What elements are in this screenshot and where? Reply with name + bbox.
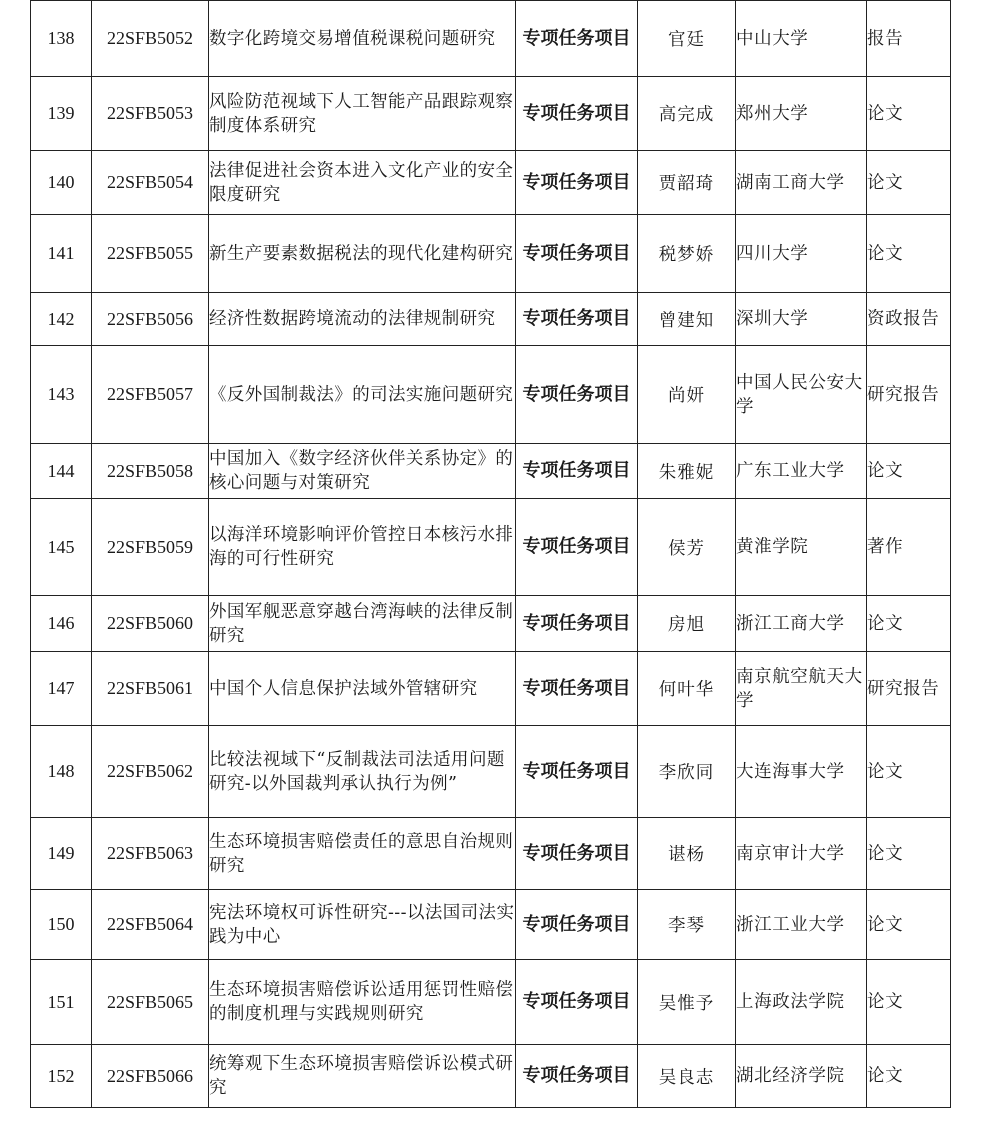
project-id: 22SFB5065 [92, 960, 209, 1045]
project-title: 比较法视域下“反制裁法司法适用问题研究-以外国裁判承认执行为例” [209, 726, 516, 818]
project-type: 专项任务项目 [516, 293, 638, 346]
table-row [31, 890, 951, 960]
table-row [31, 1045, 951, 1108]
table-row [31, 77, 951, 151]
project-id: 22SFB5061 [92, 652, 209, 726]
project-leader: 房旭 [638, 596, 736, 652]
output-type: 论文 [867, 890, 951, 960]
project-leader: 李欣同 [638, 726, 736, 818]
output-type: 论文 [867, 215, 951, 293]
row-number: 144 [31, 444, 92, 499]
table-row [31, 652, 951, 726]
output-type: 论文 [867, 726, 951, 818]
project-leader: 侯芳 [638, 499, 736, 596]
institution: 广东工业大学 [736, 444, 867, 499]
project-title: 新生产要素数据税法的现代化建构研究 [209, 215, 516, 293]
output-type: 资政报告 [867, 293, 951, 346]
project-type: 专项任务项目 [516, 77, 638, 151]
project-title: 数字化跨境交易增值税课税问题研究 [209, 1, 516, 77]
project-title: 生态环境损害赔偿诉讼适用惩罚性赔偿的制度机理与实践规则研究 [209, 960, 516, 1045]
project-leader: 吴良志 [638, 1045, 736, 1108]
project-title: 风险防范视域下人工智能产品跟踪观察制度体系研究 [209, 77, 516, 151]
project-title: 外国军舰恶意穿越台湾海峡的法律反制研究 [209, 596, 516, 652]
project-type: 专项任务项目 [516, 818, 638, 890]
project-id: 22SFB5052 [92, 1, 209, 77]
table-row [31, 151, 951, 215]
institution: 南京审计大学 [736, 818, 867, 890]
project-type: 专项任务项目 [516, 215, 638, 293]
row-number: 147 [31, 652, 92, 726]
project-id: 22SFB5064 [92, 890, 209, 960]
institution: 湖北经济学院 [736, 1045, 867, 1108]
table-row [31, 726, 951, 818]
project-type: 专项任务项目 [516, 596, 638, 652]
project-leader: 官廷 [638, 1, 736, 77]
project-leader: 税梦娇 [638, 215, 736, 293]
row-number: 140 [31, 151, 92, 215]
project-leader: 高完成 [638, 77, 736, 151]
project-leader: 何叶华 [638, 652, 736, 726]
institution: 浙江工业大学 [736, 890, 867, 960]
table-row [31, 444, 951, 499]
table-row [31, 818, 951, 890]
project-id: 22SFB5063 [92, 818, 209, 890]
project-type: 专项任务项目 [516, 444, 638, 499]
project-table [30, 0, 951, 1108]
output-type: 论文 [867, 1045, 951, 1108]
institution: 郑州大学 [736, 77, 867, 151]
row-number: 139 [31, 77, 92, 151]
project-type: 专项任务项目 [516, 890, 638, 960]
project-id: 22SFB5054 [92, 151, 209, 215]
output-type: 论文 [867, 818, 951, 890]
row-number: 145 [31, 499, 92, 596]
project-title: 中国加入《数字经济伙伴关系协定》的核心问题与对策研究 [209, 444, 516, 499]
output-type: 研究报告 [867, 346, 951, 444]
project-type: 专项任务项目 [516, 1045, 638, 1108]
output-type: 论文 [867, 960, 951, 1045]
row-number: 151 [31, 960, 92, 1045]
row-number: 152 [31, 1045, 92, 1108]
output-type: 论文 [867, 77, 951, 151]
project-type: 专项任务项目 [516, 499, 638, 596]
project-id: 22SFB5058 [92, 444, 209, 499]
row-number: 142 [31, 293, 92, 346]
institution: 湖南工商大学 [736, 151, 867, 215]
table-row [31, 215, 951, 293]
project-type: 专项任务项目 [516, 726, 638, 818]
institution: 南京航空航天大学 [736, 652, 867, 726]
output-type: 研究报告 [867, 652, 951, 726]
table-row [31, 960, 951, 1045]
row-number: 141 [31, 215, 92, 293]
institution: 深圳大学 [736, 293, 867, 346]
project-id: 22SFB5066 [92, 1045, 209, 1108]
project-title: 生态环境损害赔偿责任的意思自治规则研究 [209, 818, 516, 890]
institution: 大连海事大学 [736, 726, 867, 818]
project-leader: 吴惟予 [638, 960, 736, 1045]
project-id: 22SFB5057 [92, 346, 209, 444]
row-number: 149 [31, 818, 92, 890]
output-type: 论文 [867, 151, 951, 215]
project-title: 统筹观下生态环境损害赔偿诉讼模式研究 [209, 1045, 516, 1108]
project-type: 专项任务项目 [516, 652, 638, 726]
project-type: 专项任务项目 [516, 960, 638, 1045]
output-type: 著作 [867, 499, 951, 596]
project-title: 经济性数据跨境流动的法律规制研究 [209, 293, 516, 346]
row-number: 138 [31, 1, 92, 77]
output-type: 论文 [867, 596, 951, 652]
table-row [31, 499, 951, 596]
project-type: 专项任务项目 [516, 346, 638, 444]
project-id: 22SFB5055 [92, 215, 209, 293]
institution: 中国人民公安大学 [736, 346, 867, 444]
project-type: 专项任务项目 [516, 151, 638, 215]
table-row [31, 346, 951, 444]
row-number: 148 [31, 726, 92, 818]
project-id: 22SFB5060 [92, 596, 209, 652]
project-title: 宪法环境权可诉性研究---以法国司法实践为中心 [209, 890, 516, 960]
project-leader: 谌杨 [638, 818, 736, 890]
project-leader: 曾建知 [638, 293, 736, 346]
row-number: 143 [31, 346, 92, 444]
institution: 黄淮学院 [736, 499, 867, 596]
project-id: 22SFB5053 [92, 77, 209, 151]
project-title: 法律促进社会资本进入文化产业的安全限度研究 [209, 151, 516, 215]
table-row [31, 293, 951, 346]
project-leader: 尚妍 [638, 346, 736, 444]
institution: 四川大学 [736, 215, 867, 293]
row-number: 150 [31, 890, 92, 960]
institution: 中山大学 [736, 1, 867, 77]
table-body [31, 1, 951, 1108]
project-id: 22SFB5059 [92, 499, 209, 596]
table-row [31, 596, 951, 652]
output-type: 报告 [867, 1, 951, 77]
table-row [31, 1, 951, 77]
project-id: 22SFB5062 [92, 726, 209, 818]
project-id: 22SFB5056 [92, 293, 209, 346]
project-leader: 朱雅妮 [638, 444, 736, 499]
project-leader: 李琴 [638, 890, 736, 960]
institution: 上海政法学院 [736, 960, 867, 1045]
output-type: 论文 [867, 444, 951, 499]
project-title: 以海洋环境影响评价管控日本核污水排海的可行性研究 [209, 499, 516, 596]
project-leader: 贾韶琦 [638, 151, 736, 215]
institution: 浙江工商大学 [736, 596, 867, 652]
project-type: 专项任务项目 [516, 1, 638, 77]
project-title: 《反外国制裁法》的司法实施问题研究 [209, 346, 516, 444]
row-number: 146 [31, 596, 92, 652]
project-title: 中国个人信息保护法域外管辖研究 [209, 652, 516, 726]
